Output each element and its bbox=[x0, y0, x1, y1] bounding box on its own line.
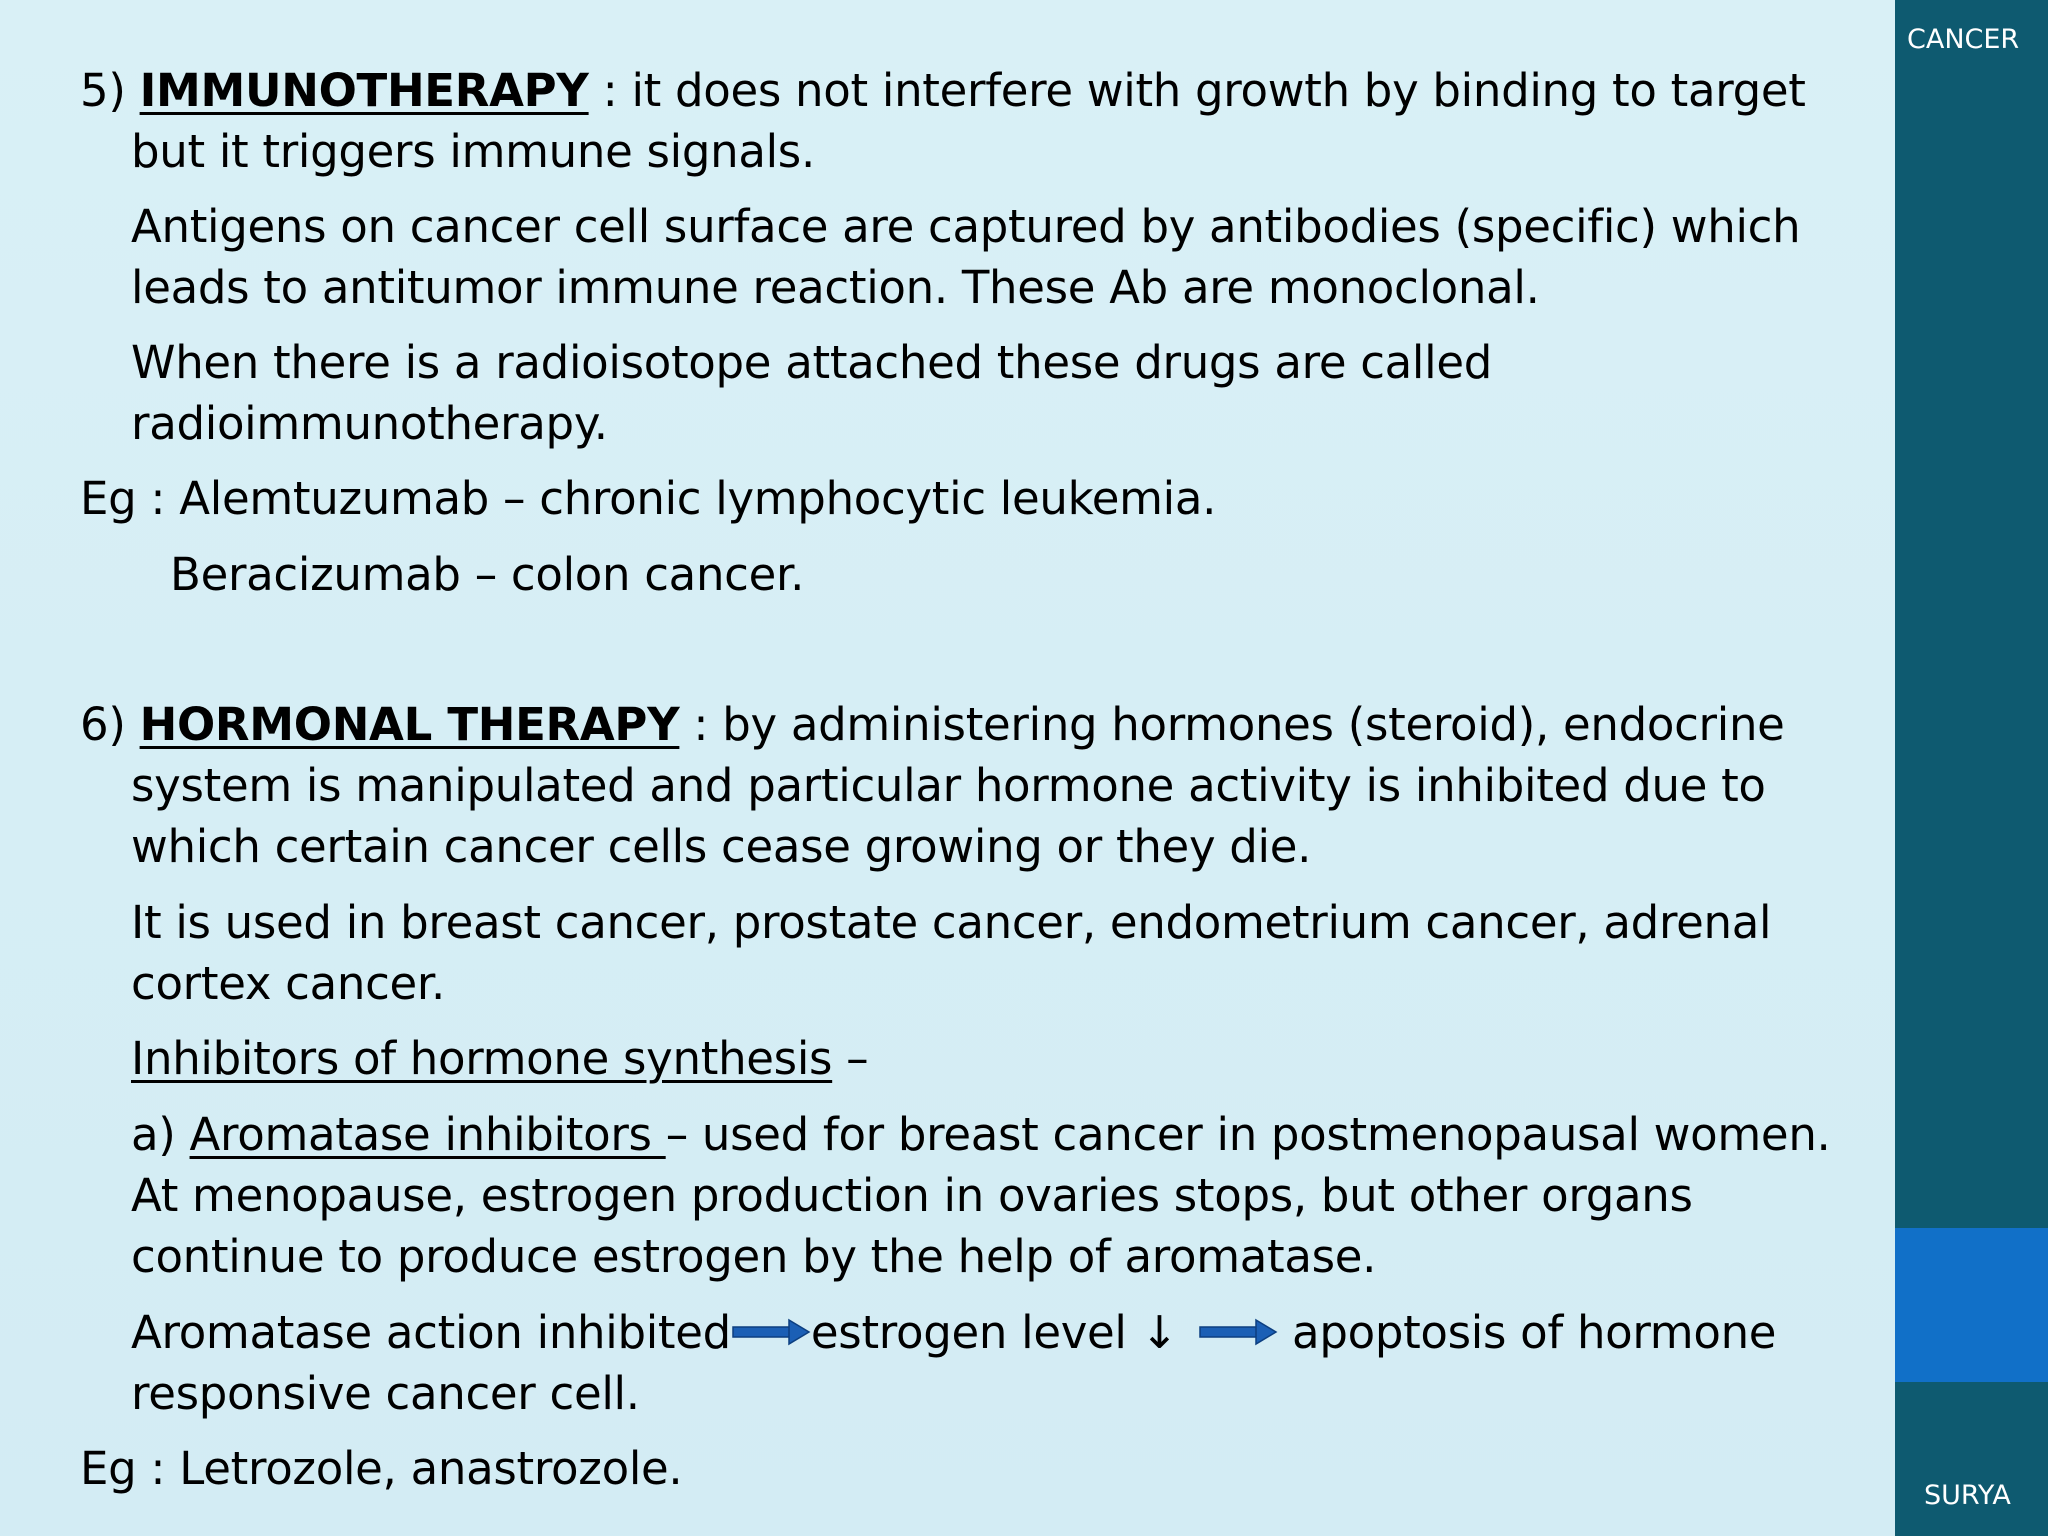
aromatase-heading: Aromatase inhibitors bbox=[189, 1108, 666, 1161]
immunotherapy-example-1: Eg : Alemtuzumab – chronic lymphocytic leukemia. bbox=[80, 472, 1217, 525]
right-arrow-icon bbox=[1198, 1317, 1278, 1347]
immunotherapy-heading: IMMUNOTHERAPY bbox=[139, 64, 589, 117]
sidebar-top-label: CANCER bbox=[1907, 24, 2020, 55]
section5-number: 5) bbox=[80, 64, 140, 117]
immunotherapy-example-2: Beracizumab – colon cancer. bbox=[170, 548, 805, 601]
hormonal-therapy-heading: HORMONAL THERAPY bbox=[139, 698, 680, 751]
hormonal-line-2: system is manipulated and particular hormone activity is inhibited due to bbox=[131, 759, 1766, 812]
sidebar-bottom-label: SURYA bbox=[1924, 1480, 2011, 1511]
sidebar-accent-block bbox=[1895, 1228, 2048, 1382]
hormonal-line-1-text: : by administering hormones (steroid), endocrine bbox=[679, 698, 1785, 751]
section6-number: 6) bbox=[80, 698, 140, 751]
immunotherapy-line-1 bbox=[80, 60, 1806, 121]
radioisotope-line-2: radioimmunotherapy. bbox=[131, 397, 608, 450]
inhibitors-heading: Inhibitors of hormone synthesis bbox=[131, 1032, 833, 1085]
aromatase-flow-line-2: responsive cancer cell. bbox=[131, 1367, 640, 1420]
flow-step-2: estrogen level ↓ bbox=[810, 1306, 1179, 1359]
right-arrow-icon bbox=[731, 1317, 811, 1347]
flow-step-3: apoptosis of hormone bbox=[1278, 1306, 1777, 1359]
antigens-line-1: Antigens on cancer cell surface are captured by antibodies (specific) which bbox=[131, 200, 1801, 253]
inhibitors-heading-line bbox=[131, 1028, 868, 1089]
inhibitors-dash: – bbox=[832, 1032, 869, 1085]
hormonal-line-1 bbox=[80, 694, 1785, 755]
aromatase-prefix: a) bbox=[131, 1108, 190, 1161]
aromatase-line-3: continue to produce estrogen by the help of aromatase. bbox=[131, 1230, 1377, 1283]
aromatase-line-1-text: – used for breast cancer in postmenopausal women. bbox=[665, 1108, 1831, 1161]
usage-line-2: cortex cancer. bbox=[131, 957, 445, 1010]
aromatase-flow-line bbox=[131, 1302, 1776, 1363]
aromatase-line-2: At menopause, estrogen production in ovaries stops, but other organs bbox=[131, 1169, 1693, 1222]
immunotherapy-line-2: but it triggers immune signals. bbox=[131, 125, 815, 178]
immunotherapy-line-1-text: : it does not interfere with growth by binding to target bbox=[588, 64, 1806, 117]
usage-line-1: It is used in breast cancer, prostate cancer, endometrium cancer, adrenal bbox=[131, 896, 1772, 949]
aromatase-line-1 bbox=[131, 1104, 1831, 1165]
sidebar bbox=[1895, 0, 2048, 1536]
hormonal-line-3: which certain cancer cells cease growing or they die. bbox=[131, 820, 1312, 873]
flow-step-1: Aromatase action inhibited bbox=[131, 1306, 731, 1359]
radioisotope-line-1: When there is a radioisotope attached these drugs are called bbox=[131, 336, 1492, 389]
antigens-line-2: leads to antitumor immune reaction. These Ab are monoclonal. bbox=[131, 261, 1540, 314]
hormonal-example: Eg : Letrozole, anastrozole. bbox=[80, 1442, 683, 1495]
